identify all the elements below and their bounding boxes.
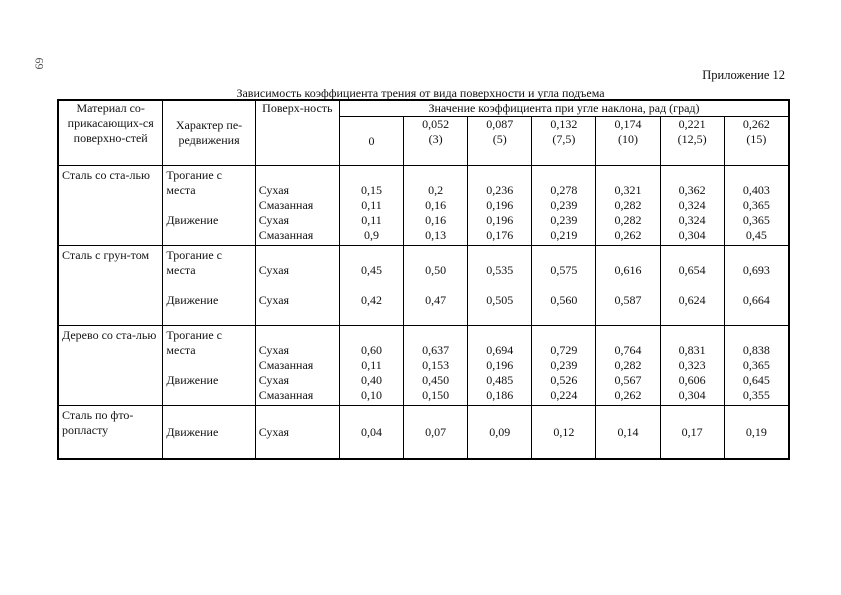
angle-deg: (7,5) [552,132,576,146]
surface-text: Смазанная [258,388,314,402]
value-cell-0 [340,326,404,406]
motion-text: места [166,183,196,197]
coefficient-value [407,248,464,263]
value-cell-1 [404,326,468,406]
coefficient-value: 0,654 [678,263,706,277]
angle-rad: 0,221 [678,117,706,131]
coefficient-value [599,248,656,263]
coefficient-value [535,168,592,183]
coefficient-value [599,168,656,183]
coefficient-value [343,248,400,263]
coefficient-value: 0,15 [361,183,383,197]
angle-rad: 0,087 [486,117,514,131]
coefficient-value: 0,16 [425,198,447,212]
coefficient-value: 0,560 [550,293,578,307]
coefficient-value: 0,45 [361,263,383,277]
motion-text [166,388,251,403]
coefficient-value: 0,9 [364,228,380,242]
coefficient-value: 0,11 [361,198,382,212]
coefficient-value: 0,505 [486,293,514,307]
value-cell-1 [404,166,468,246]
coefficient-value: 0,694 [486,343,514,357]
material-cell: Сталь с грун-том [58,246,163,326]
coefficient-value: 0,04 [361,424,383,439]
header-angle-2 [468,117,532,166]
motion-text: Движение [166,213,219,227]
coefficient-value: 0,40 [361,373,383,387]
coefficient-value [664,168,721,183]
angle-rad: 0,052 [422,117,450,131]
motion-cell [163,246,255,326]
angle-deg: (15) [746,132,767,146]
coefficient-value [343,278,400,293]
coefficient-value: 0,282 [614,358,642,372]
angle-deg: (3) [428,132,443,146]
page-number: 69 [32,57,47,70]
surface-cell [255,246,339,326]
value-cell-4 [596,326,660,406]
value-cell-2 [468,406,532,460]
coefficient-value: 0,304 [678,228,706,242]
coefficient-value [664,308,721,323]
coefficient-value [407,328,464,343]
coefficient-value [471,308,528,323]
header-motion: Характер пе-редвижения [163,100,255,166]
motion-text [166,308,251,323]
coefficient-value: 0,09 [489,424,511,439]
header-angle-5 [660,117,724,166]
angle-rad: 0,132 [550,117,578,131]
coefficient-value [343,168,400,183]
surface-text: Смазанная [258,228,314,242]
coefficient-value: 0,485 [486,373,514,387]
coefficient-value: 0,355 [742,388,770,402]
coefficient-value [664,278,721,293]
motion-text: места [166,263,196,277]
coefficient-value [535,308,592,323]
header-angle-1 [404,117,468,166]
angle-deg: (12,5) [677,132,707,146]
coefficient-value: 0,236 [486,183,514,197]
motion-text [166,358,251,373]
value-cell-3 [532,406,596,460]
value-cell-5 [660,166,724,246]
value-cell-4 [596,246,660,326]
value-cell-3 [532,326,596,406]
coefficient-value: 0,153 [422,358,450,372]
coefficient-value: 0,645 [742,373,770,387]
table-row [58,326,789,406]
surface-text: Сухая [258,343,290,357]
angle-rad: 0 [368,133,375,148]
table-row [58,406,789,460]
coefficient-value [599,328,656,343]
table-title: Зависимость коэффициента трения от вида поверхности и угла подъема [236,86,605,100]
surface-text: Смазанная [258,358,314,372]
coefficient-value: 0,150 [422,388,450,402]
value-cell-5 [660,406,724,460]
coefficient-value: 0,196 [486,213,514,227]
coefficient-value: 0,10 [361,388,383,402]
motion-cell [163,166,255,246]
coefficient-value: 0,365 [742,213,770,227]
motion-text: Движение [166,293,219,307]
coefficient-value: 0,575 [550,263,578,277]
angle-deg: (5) [492,132,507,146]
coefficient-value: 0,278 [550,183,578,197]
value-cell-6 [724,406,789,460]
motion-text [166,228,251,243]
coefficient-value: 0,450 [422,373,450,387]
coefficient-value: 0,831 [678,343,706,357]
coefficient-value: 0,224 [550,388,578,402]
coefficient-value [728,308,785,323]
coefficient-value [535,328,592,343]
coefficient-value: 0,186 [486,388,514,402]
motion-text: Движение [166,424,219,439]
coefficient-value: 0,323 [678,358,706,372]
table-row [58,166,789,246]
surface-cell [255,166,339,246]
coefficient-value: 0,11 [361,358,382,372]
coefficient-value: 0,365 [742,198,770,212]
coefficient-value [728,248,785,263]
value-cell-6 [724,166,789,246]
header-angle-6 [724,117,789,166]
motion-text: Трогание с [166,328,222,342]
coefficient-value: 0,764 [614,343,642,357]
value-cell-1 [404,406,468,460]
coefficient-value: 0,07 [425,424,447,439]
coefficient-value [407,308,464,323]
value-cell-6 [724,326,789,406]
header-angle-4 [596,117,660,166]
coefficient-value: 0,624 [678,293,706,307]
value-cell-4 [596,166,660,246]
surface-cell [255,406,339,460]
coefficient-value: 0,567 [614,373,642,387]
coefficient-value: 0,45 [745,228,767,242]
coefficient-value [664,328,721,343]
coefficient-value [535,278,592,293]
value-cell-3 [532,166,596,246]
surface-text: Сухая [258,293,290,307]
coefficient-value: 0,616 [614,263,642,277]
coefficient-value [471,168,528,183]
coefficient-value: 0,60 [361,343,383,357]
coefficient-value: 0,196 [486,358,514,372]
coefficient-value: 0,324 [678,198,706,212]
coefficient-value: 0,693 [742,263,770,277]
coefficient-value: 0,365 [742,358,770,372]
surface-text [259,278,336,293]
coefficient-value: 0,196 [486,198,514,212]
motion-text [166,278,251,293]
value-cell-2 [468,166,532,246]
coefficient-value [471,278,528,293]
coefficient-value [471,248,528,263]
coefficient-value: 0,321 [614,183,642,197]
header-surface: Поверх-ность [255,100,339,166]
coefficient-value: 0,176 [486,228,514,242]
motion-text: места [166,343,196,357]
coefficient-value: 0,17 [681,424,703,439]
coefficient-value: 0,637 [422,343,450,357]
coefficient-value: 0,42 [361,293,383,307]
surface-text [259,248,336,263]
motion-text: Трогание с [166,168,222,182]
surface-text: Сухая [258,213,290,227]
angle-rad: 0,262 [742,117,770,131]
coefficient-value [535,248,592,263]
surface-text [259,308,336,323]
coefficient-value [343,308,400,323]
coefficient-value: 0,535 [486,263,514,277]
coefficient-value: 0,262 [614,388,642,402]
value-cell-6 [724,246,789,326]
surface-cell [255,326,339,406]
coefficient-value: 0,2 [428,183,444,197]
coefficient-value [664,248,721,263]
coefficient-value: 0,304 [678,388,706,402]
coefficient-value: 0,50 [425,263,447,277]
coefficient-value [407,168,464,183]
value-cell-0 [340,406,404,460]
value-cell-0 [340,166,404,246]
value-cell-2 [468,326,532,406]
coefficient-value: 0,19 [745,424,767,439]
value-cell-0 [340,246,404,326]
friction-table [57,99,790,460]
coefficient-value [728,168,785,183]
material-cell: Сталь по фто-ропласту [58,406,163,460]
coefficient-value [728,278,785,293]
coefficient-value: 0,324 [678,213,706,227]
material-cell: Сталь со ста-лью [58,166,163,246]
value-cell-2 [468,246,532,326]
coefficient-value: 0,664 [742,293,770,307]
coefficient-value: 0,403 [742,183,770,197]
coefficient-value: 0,12 [553,424,575,439]
coefficient-value: 0,239 [550,213,578,227]
surface-text: Сухая [258,373,290,387]
header-material: Материал со-прикасающих-ся поверхно-стей [58,100,163,166]
surface-text [259,168,336,183]
header-angle-3 [532,117,596,166]
coefficient-value: 0,587 [614,293,642,307]
header-angle-0 [340,117,404,166]
coefficient-value [599,308,656,323]
value-cell-1 [404,246,468,326]
motion-cell [163,406,255,460]
coefficient-value [728,328,785,343]
surface-text: Смазанная [258,198,314,212]
coefficient-value [599,278,656,293]
coefficient-value [471,328,528,343]
motion-text: Трогание с [166,248,222,262]
value-cell-5 [660,246,724,326]
coefficient-value: 0,282 [614,213,642,227]
coefficient-value [343,328,400,343]
coefficient-value: 0,239 [550,358,578,372]
surface-text: Сухая [258,263,290,277]
header-values-group: Значение коэффициента при угле наклона, рад (град) [340,100,789,117]
coefficient-value: 0,219 [550,228,578,242]
angle-deg: (10) [618,132,638,146]
surface-text [259,328,336,343]
coefficient-value: 0,13 [425,228,447,242]
coefficient-value [407,278,464,293]
value-cell-5 [660,326,724,406]
material-cell: Дерево со ста-лью [58,326,163,406]
coefficient-value: 0,47 [425,293,447,307]
coefficient-value: 0,11 [361,213,382,227]
coefficient-value: 0,526 [550,373,578,387]
coefficient-value: 0,838 [742,343,770,357]
coefficient-value: 0,362 [678,183,706,197]
coefficient-value: 0,239 [550,198,578,212]
surface-text: Сухая [258,424,290,439]
table-row [58,246,789,326]
coefficient-value: 0,16 [425,213,447,227]
angle-rad: 0,174 [614,117,642,131]
coefficient-value: 0,282 [614,198,642,212]
surface-text: Сухая [258,183,290,197]
coefficient-value: 0,729 [550,343,578,357]
coefficient-value: 0,14 [617,424,639,439]
value-cell-4 [596,406,660,460]
motion-text: Движение [166,373,219,387]
motion-cell [163,326,255,406]
motion-text [166,198,251,213]
value-cell-3 [532,246,596,326]
coefficient-value: 0,606 [678,373,706,387]
coefficient-value: 0,262 [614,228,642,242]
appendix-label: Приложение 12 [702,68,785,82]
